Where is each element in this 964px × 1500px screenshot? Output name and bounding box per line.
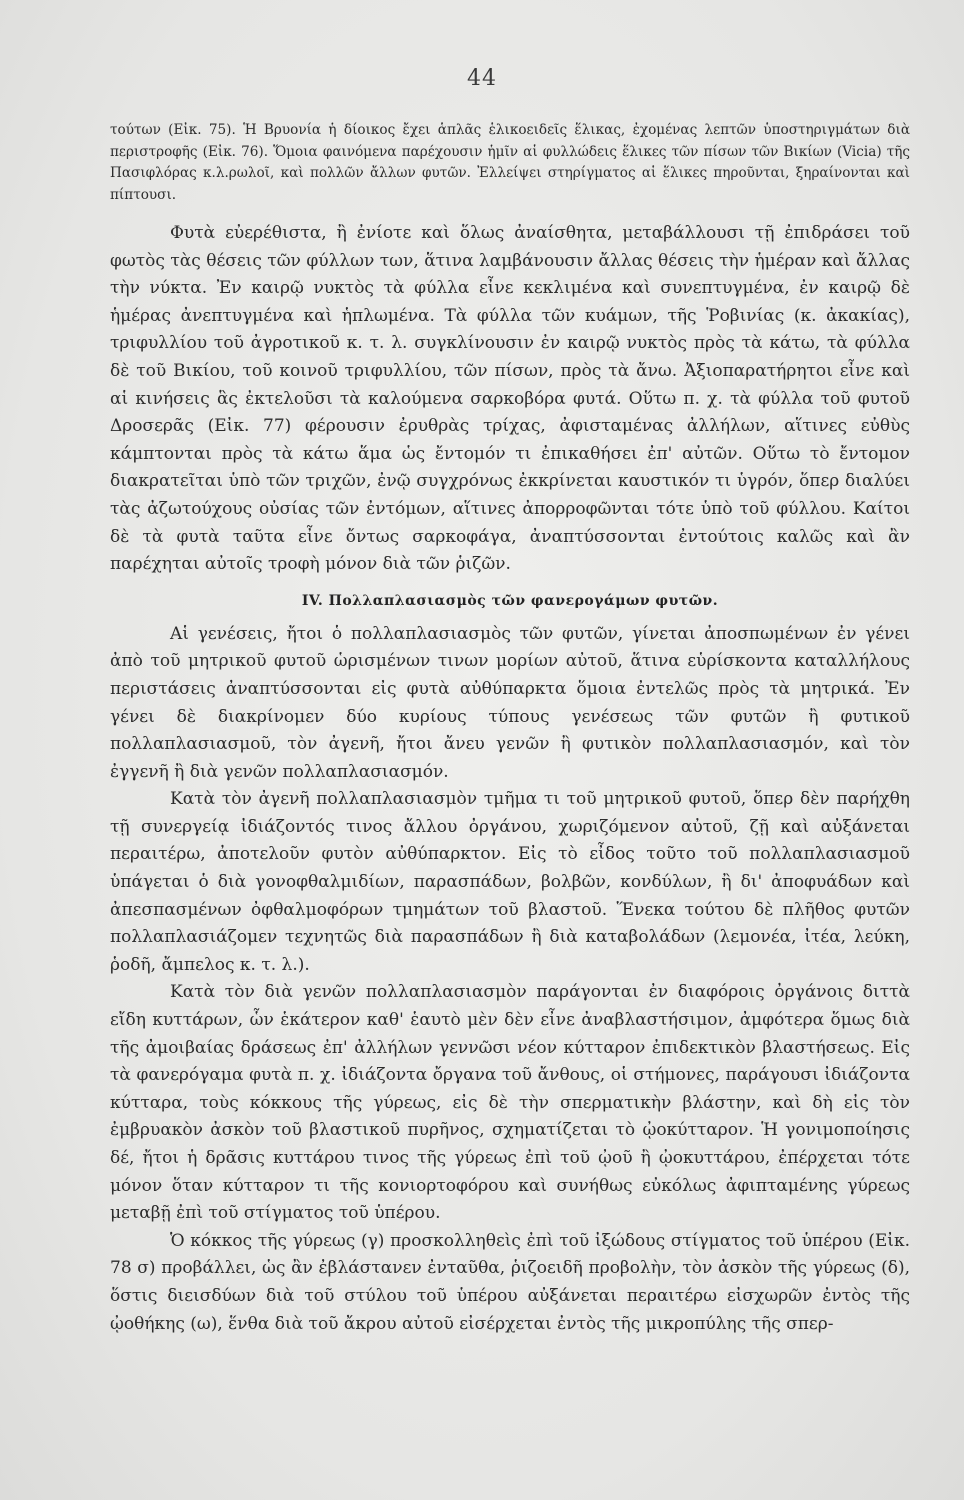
- paragraph-sensitive-plants: Φυτὰ εὐερέθιστα, ἢ ἐνίοτε καὶ ὅλως ἀναίσθητα, μεταβάλλουσι τῇ ἐπιδράσει τοῦ φωτὸς τὰς θέσεις τῶν φύλλων των, ἅτινα λαμβάνουσιν ἄλλας θέσεις τὴν ἡμέραν καὶ ἄλλας τὴν νύκτα. Ἐν καιρῷ νυκτὸς τὰ φύλλα εἶνε κεκλιμένα καὶ συνεπτυγμένα, ἐν καιρῷ δὲ ἡμέρας ἀνεπτυγμένα καὶ ἡπλωμένα. Τὰ φύλλα τῶν κυάμων, τῆς Ῥοβινίας (κ. ἀκακίας), τριφυλλίου τοῦ ἀγροτικοῦ κ. τ. λ. συγκλίνουσιν ἐν καιρῷ νυκτὸς πρὸς τὰ κάτω, τὰ φύλλα δὲ τοῦ Βικίου, τοῦ κοινοῦ τριφυλλίου, τῶν πίσων, πρὸς τὰ ἄνω. Ἀξιοπαρατήρητοι εἶνε καὶ αἱ κινήσεις ἃς ἐκτελοῦσι τὰ καλούμενα σαρκοβόρα φυτά. Οὕτω π. χ. τὰ φύλλα τοῦ φυτοῦ Δροσερᾶς (Εἰκ. 77) φέρουσιν ἐρυθρὰς τρίχας, ἀφισταμένας ἀλλήλων, αἵτινες εὐθὺς κάμπτονται πρὸς τὰ κάτω ἅμα ὡς ἔντομόν τι ἐπικαθήσει ἐπ' αὐτῶν. Οὕτω τὸ ἔντομον διακρατεῖται ὑπὸ τῶν τριχῶν, ἐνῷ συγχρόνως ἐκκρίνεται καυστικόν τι ὑγρόν, ὅπερ διαλύει τὰς ἀζωτούχους οὐσίας τῶν ἐντόμων, αἵτινες ἀπορροφῶνται τότε ὑπὸ τοῦ φύλλου. Καίτοι δὲ τὰ φυτὰ ταῦτα εἶνε ὄντως σαρκοφάγα, ἀναπτύσσονται ἐντούτοις καλῶς καὶ ἂν παρέχηται αὐτοῖς τροφὴ μόνον διὰ τῶν ῥιζῶν.: [110, 223, 910, 575]
- section-numeral: IV.: [301, 592, 324, 609]
- section-heading: [110, 593, 910, 609]
- page-number: 44: [467, 66, 497, 91]
- paragraph-reproduction: Αἱ γενέσεις, ἤτοι ὁ πολλαπλασιασμὸς τῶν φυτῶν, γίνεται ἀποσπωμένων ἐν γένει ἀπὸ τοῦ μητρικοῦ φυτοῦ ὡρισμένων τινων μορίων αὐτοῦ, ἅτινα εὑρίσκοντα καταλλήλους περιστάσεις ἀναπτύσσονται εἰς φυτὰ αὐθύπαρκτα ὅμοια ἐντελῶς πρὸς τὰ μητρικά. Ἐν γένει δὲ διακρίνομεν δύο κυρίους τύπους γενέσεως τῶν φυτῶν ἢ φυτικοῦ πολλαπλασιασμοῦ, τὸν ἀγενῆ, ἤτοι ἄνευ γενῶν ἢ φυτικὸν πολλαπλασιασμόν, καὶ τὸν ἐγγενῆ ἢ διὰ γενῶν πολλαπλασιασμόν.: [110, 623, 910, 782]
- main-text-block: [110, 220, 910, 1338]
- paragraph-asexual: Κατὰ τὸν ἀγενῆ πολλαπλασιασμὸν τμῆμα τι τοῦ μητρικοῦ φυτοῦ, ὅπερ δὲν παρήχθη τῇ συνεργείᾳ ἰδιάζοντός τινος ἄλλου ὀργάνου, χωριζόμενον αὐτοῦ, ζῇ καὶ αὐξάνεται περαιτέρω, ἀποτελοῦν φυτὸν αὐθύπαρκτον. Εἰς τὸ εἶδος τοῦτο τοῦ πολλαπλασιασμοῦ ὑπάγεται ὁ διὰ γονοφθαλμιδίων, παρασπάδων, βολβῶν, κονδύλων, ἢ δι' ἀποφυάδων καὶ ἀπεσπασμένων ὀφθαλμοφόρων τμημάτων τοῦ βλαστοῦ. Ἕνεκα τούτου δὲ πλῆθος φυτῶν πολλαπλασιάζομεν τεχνητῶς διὰ παρασπάδων ἢ διὰ καταβολάδων (λεμονέα, ἰτέα, λεύκη, ῥοδῆ, ἄμπελος κ. τ. λ.).: [110, 789, 910, 975]
- paragraph-sexual: Κατὰ τὸν διὰ γενῶν πολλαπλασιασμὸν παράγονται ἐν διαφόροις ὀργάνοις διττὰ εἴδη κυττάρων, ὧν ἑκάτερον καθ' ἑαυτὸ μὲν δὲν εἶνε ἀναβλαστήσιμον, ἀμφότερα ὅμως διὰ τῆς ἀμοιβαίας δράσεως ἐπ' ἀλλήλων γεννῶσι νέον κύτταρον ἐπιδεκτικὸν βλαστήσεως. Εἰς τὰ φανερόγαμα φυτὰ π. χ. ἰδιάζοντα ὄργανα τοῦ ἄνθους, οἱ στήμονες, παράγουσι ἰδιάζοντα κύτταρα, τοὺς κόκκους τῆς γύρεως, εἰς δὲ τὴν σπερματικὴν βλάστην, καὶ δὴ εἰς τὸν ἐμβρυακὸν ἀσκὸν τοῦ βλαστικοῦ πυρῆνος, σχηματίζεται τὸ ᾠοκύτταρον. Ἡ γονιμοποίησις δέ, ἤτοι ἡ δρᾶσις κυττάρου τινος τῆς γύρεως ἐπὶ τοῦ ᾠοῦ ἢ ᾠοκυττάρου, ἐπέρχεται τότε μόνον ὅταν κύτταρον τι τῆς κονιορτοφόρου καὶ συνήθως εὐκόλως ἀφιπταμένης γύρεως μεταβῇ ἐπὶ τοῦ στίγματος τοῦ ὑπέρου.: [110, 982, 910, 1224]
- section-title: Πολλαπλασιασμὸς τῶν φανερογάμων φυτῶν.: [328, 592, 719, 609]
- small-print-block: [110, 120, 910, 206]
- paragraph-pollen: Ὁ κόκκος τῆς γύρεως (γ) προσκολληθεὶς ἐπὶ τοῦ ἰξώδους στίγματος τοῦ ὑπέρου (Εἰκ. 78 σ) προβάλλει, ὡς ἂν ἐβλάστανεν ἐνταῦθα, ῥιζοειδῆ προβολὴν, τὸν ἀσκὸν τῆς γύρεως (δ), ὅστις διεισδύων διὰ τοῦ στύλου τοῦ ὑπέρου αὐξάνεται περαιτέρω εἰσχωρῶν ἐντὸς τῆς ᾠοθήκης (ω), ἕνθα διὰ τοῦ ἄκρου αὐτοῦ εἰσέρχεται ἐντὸς τῆς μικροπύλης τῆς σπερ-: [110, 1230, 910, 1334]
- top-paragraph: τούτων (Εἰκ. 75). Ἡ Βρυονία ἡ δίοικος ἔχει ἁπλᾶς ἑλικοειδεῖς ἕλικας, ἐχομένας λεπτῶν ὑποστηριγμάτων διὰ περιστροφῆς (Εἰκ. 76). Ὅμοια φαινόμενα παρέχουσιν ἡμῖν αἱ φυλλώδεις ἕλικες τῶν πίσων τῶν Βικίων (Vicia) τῆς Πασιφλόρας κ.λ.ρωλοῖ, καὶ πολλῶν ἄλλων φυτῶν. Ἐλλείψει στηρίγματος αἱ ἕλικες πηροῦνται, ξηραίνονται καὶ πίπτουσι.: [110, 122, 910, 203]
- page-text: [110, 120, 910, 1338]
